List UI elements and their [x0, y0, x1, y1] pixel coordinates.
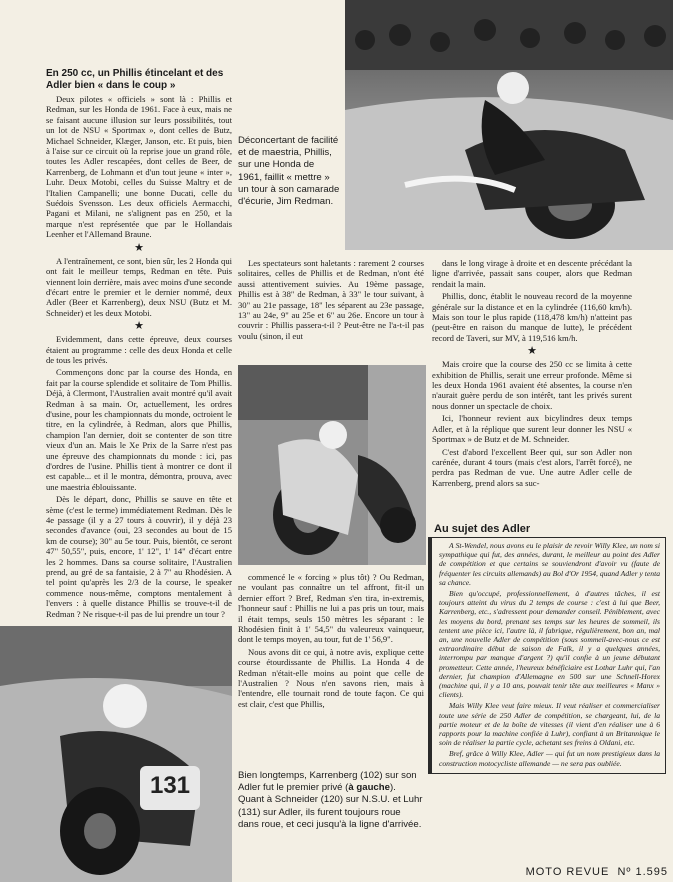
photo-luhr-131 — [0, 626, 232, 882]
photo-phillis-honda — [345, 0, 673, 250]
col2-paragraph: Les spectateurs sont haletants : rarement 2 courses solitaires, celles de Phillis et de Redman, n'ont été aussi attentivement suivies. Au 19ème passage, Phillis est à 38" de Redman, à 33" le tour suivant, à 30" au 21e passage, 18" les séparent au 23e passage, 13" au 24e, 9" au 25e et 6" au 26e. Encore un tour à couvrir : Phillis passera-t-il ? Peut-être ne l'a-t-il pas voulu (sinon, il eut — [238, 258, 424, 341]
col3-paragraph: Phillis, donc, établit le nouveau record de la moyenne générale sur la distance et en la cylindrée (116,60 km/h). Mais son tour le plus rapide (118,478 km/h) n'atteint pas (peut-être en raison du manque de lutte), le précédent record de Taveri, sur MV, à 119,516 km/h. — [432, 291, 632, 343]
page-footer: MOTO REVUE Nº 1.595 — [525, 866, 668, 878]
col3-paragraph: C'est d'abord l'excellent Beer qui, sur son Adler non carénée, durant 4 tours (mais c'est alors, l'arrêt forcé), ne perdra pas Redman de vue. Une autre Adler celle de Karrenberg, prend alors sa suc- — [432, 446, 632, 488]
col1-para-group-c — [46, 334, 232, 619]
sidebar-box-adler — [428, 523, 666, 774]
box-paragraph: Mais Willy Klee veut faire mieux. Il veut réaliser et commercialiser toute une série de 250 Adler de compétition, se chargeant, lui, de la partie moteur et de la boîte de vitesses (il vient d'en réaliser une à 6 rapports pour la machine confiée à Luhr), confiant à un Britannique le soin de réaliser la partie cycle, achetant ses freins à Oldani, etc. — [439, 701, 660, 748]
col1-paragraph: Evidemment, dans cette épreuve, deux courses étaient au programme : celle des deux Honda et celle de tous les privés. — [46, 334, 232, 365]
photo-phillis-honda-image — [345, 0, 673, 250]
col3-paragraph: dans le long virage à droite et en descente précédant la ligne d'arrivée, passait sans couper, alors que Redman rendait la main. — [432, 258, 632, 289]
separator-star: ★ — [527, 345, 537, 358]
box-paragraph: Bien qu'occupé, professionnellement, à d'autres tâches, il est toujours atteint du virus du 2 temps de course : c'est à lui que Beer, Karrenberg, etc., s'adressent pour demander conseil. Péniblement, avec les moyens du bord, prenant ses temps sur les heures de sommeil, ils tentent une pièce ici, l'autre là, il fabrique, régulièrement, bon an, mal an, une nouvelle Adler de compétition (sous sommeil-avec-nous ce est extraordinaire début de saison de Falk, il y a quelques années, interrompu par manque d'argent ?) qu'il confie à un jeune débutant prometteur. Cette année, l'heureux bénéficiaire est Lothar Luhr qui, l'an dernier, fut champion d'Allemagne en 500 sur une Schnell-Horex (machine qui, il y a 10 ans, pouvait tenir tête aux meilleures « Manx » clients). — [439, 589, 660, 700]
col1-para-group-a — [46, 94, 232, 240]
caption-bottom-text-end: ). Quant à Schneider (120) sur N.S.U. et Luhr (131) sur Adler, ils furent toujours roue dans roue, et ceci jusqu'à la ligne d'arrivée. — [238, 782, 423, 830]
photo-karrenberg-image — [238, 365, 426, 565]
column-2-top — [238, 258, 424, 343]
col3-paragraph: Ici, l'honneur revient aux bicylindres deux temps Adler, et à la réplique que surent leur donner les NSU « Sportmax » de Butz et de M. Schneider. — [432, 413, 632, 445]
caption-bottom-text-start: Bien longtemps, Karrenberg (102) sur son Adler fut le premier privé ( — [238, 770, 417, 794]
col1-paragraph: A l'entraînement, ce sont, bien sûr, les 2 Honda qui ont fait le meilleur temps, Redman en tête. Puis viennent loin derrière, mais avec moins d'une seconde d'écart entre le premier et le dernier nommé, deux Adler (Beer et Karrenberg), deux NSU (Butz et M. Schneider) et les deux Motobi. — [46, 255, 232, 318]
column-3 — [432, 258, 632, 490]
col2-paragraph: Nous avons dit ce qui, à notre avis, explique cette course étourdissante de Phillis. La Honda 4 de Redman n'était-elle moins au point que celle de l'Australien ? Nous n'en savons rien, mais à l'entendre, elle tournait rond de toute façon. Ce qui est clair, c'est que Phillis, — [238, 646, 424, 709]
separator-star: ★ — [134, 320, 144, 333]
photo-karrenberg — [238, 365, 426, 565]
col3-paragraph: Mais croire que la course des 250 cc se limita à cette exhibition de Phillis, serait une erreur profonde. Même si les deux Honda 1961 avaient été absentes, la course n'en n'aurait guère perdu de son intérêt, tant les privés surent nous donner un spectacle de choix. — [432, 359, 632, 411]
section-heading: En 250 cc, un Phillis étincelant et des Adler bien « dans le coup » — [46, 68, 224, 91]
caption-bottom-bold: à gauche — [348, 782, 390, 794]
box-paragraph: Bref, grâce à Willy Klee, Adler — qui fut un nom prestigieux dans la construction motocycliste allemande — ne sera pas oubliée. — [439, 749, 660, 768]
col1-para-group-b — [46, 256, 232, 318]
box-paragraph: A St-Wendel, nous avons eu le plaisir de revoir Willy Klee, un nom si sympathique qui fut, des années, durant, le meilleur au point des Adler de compétition et que certains se souviendront d'avoir vu (faute de fréquenter les circuits allemands) au Bol d'Or 1954, quand Adler y tenta sa chance. — [439, 541, 660, 587]
column-1 — [46, 94, 232, 621]
caption-bottom — [238, 770, 424, 831]
column-2-bottom — [238, 572, 424, 711]
box-body — [428, 537, 666, 774]
race-number-plate: 131 — [149, 772, 191, 799]
photo-luhr-image — [0, 626, 232, 882]
caption-top: Déconcertant de facilité et de maestria, Phillis, sur une Honda de 1961, faillit « mettre » un tour à son camarade d'écurie, Jim Redman. — [238, 135, 340, 208]
separator-star: ★ — [134, 241, 144, 254]
box-title: Au sujet des Adler — [434, 523, 531, 535]
col1-paragraph: Deux pilotes « officiels » sont là : Phillis et Redman, sur les Honda de 1961. Face à eux, mais ne se faisant aucune illusion sur leurs possibilités, tout un lot de NSU « Sportmax », dont celles de Butz, Michael Schneider, Klæger, Janson, etc. Et puis, bien à l'aise sur ce circuit où la reprise joue un grand rôle, toutes les Adler rescapées, dont celles de Beer, de Karrenberg, de Lohmann et d'un tout jeune « inter », Luhr. Deux Motobi, celles du Suisse Maltry et de l'Italien Campanelli; une bonne Ducati, celle du Suédois Svensson. Les deux officiels Aermacchi, Pagani et Milani, ne s'alignent pas en 250, et la marque n'est représentée que par le Hollandais Leenher et l'Allemand Braune. — [46, 94, 232, 240]
col2-paragraph: commencé le « forcing » plus tôt) ? Ou Redman, ne voulant pas connaître un tel affront, fit-il un dernier effort ? Bref, Redman s'en tira, in-extremis, l'honneur sauf : Phillis ne lui a pas pris un tour, mais il était temps, seuls 150 mètres les séparant : le Rhodésien finit à 1' 54,5" du valeureux vainqueur, dont le temps moyen, au tour, fut de 1' 56,9". — [238, 572, 424, 645]
col1-paragraph: Commençons donc par la course des Honda, en fait par la course splendide et solitaire de Tom Phillis. Déjà, à Clermont, l'Australien avait montré qu'il avait Redman à sa main. Or, actuellement, les ordres d'usine, pour les championnats du monde, octroient le titre, en la cylindrée, à Redman, alors que Phillis, champion l'an dernier, doit se contenter de son titre vieux d'un an. Mais le Xe Prix de la Sarre n'est pas une épreuve des championnats du monde : ici, pas d'ordres de l'usine. Phillis tient à montrer ce dont il est capable... et il le montra, démontra, prouva, avec une maestria éblouissante. — [46, 367, 232, 492]
col1-paragraph: Dès le départ, donc, Phillis se sauve en tête et sème (c'est le terme) immédiatement Redman. Dès le 4e passage (il y a 27 tours à couvrir), il y déjà 23 secondes d'avance (oui, 23 secondes au bout de 15 km de course); 30" au 5e tour. Puis, bientôt, ce seront 47" 50,55", puis, encore, 1' 12", 1' 14" d'écart entre les 2 hommes. Dans sa course solitaire, l'Australien prend, au gré de sa fantaisie, 2 à 7" au Rhodésien. A tel point qu'après les 2/3 de la course, le speaker commence nous-même, comptons mentalement à l'envers : à quelle distance Phillis se trouve-t-il de Redman ? Ne risque-t-il pas de lui prendre un tour ? — [46, 494, 232, 619]
